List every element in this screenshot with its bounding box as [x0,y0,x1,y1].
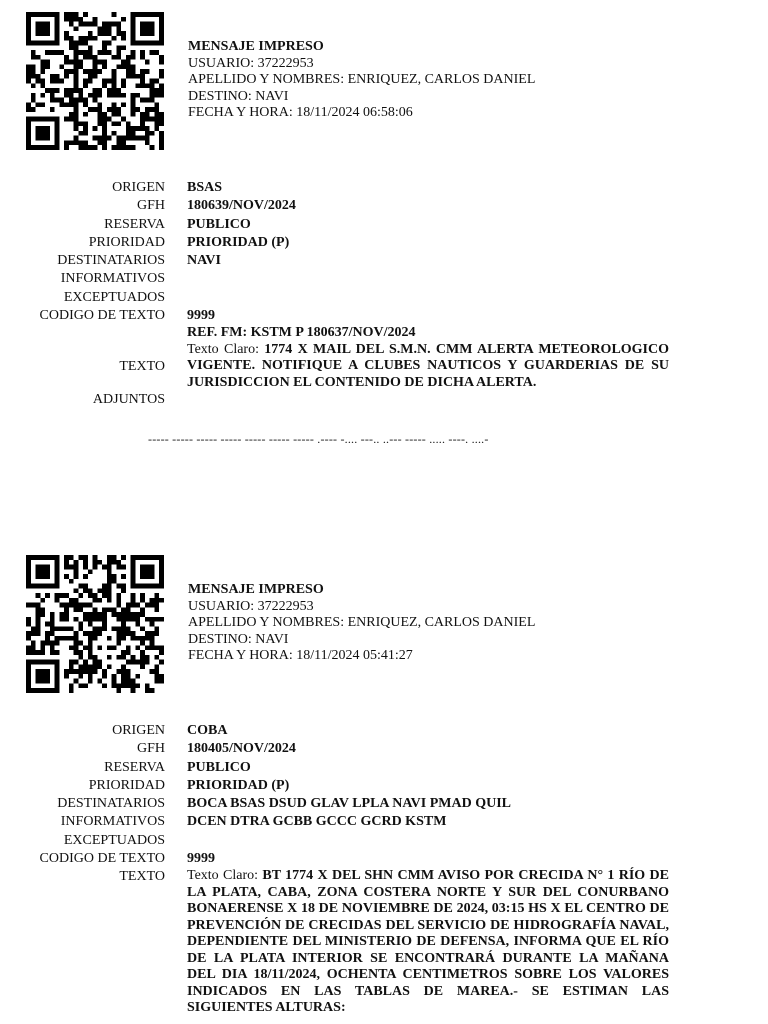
field-value: PUBLICO [187,216,251,232]
field-value [187,270,669,288]
field-label: INFORMATIVOS [60,814,165,830]
field-value: PRIORIDAD (P) [187,777,290,793]
field-origen [0,722,768,740]
field-prioridad [0,777,768,795]
header-apellido: APELLIDO Y NOMBRES: ENRIQUEZ, CARLOS DANIEL [188,615,536,630]
texto-label: TEXTO [119,359,165,375]
field-exceptuados [0,832,768,850]
header-fecha: FECHA Y HORA: 18/11/2024 06:58:06 [188,105,413,120]
header-destino: DESTINO: NAVI [188,631,289,647]
header-usuario: USUARIO: 37222953 [188,598,314,614]
qr-code-icon [26,12,164,150]
separator-code: ----- ----- ----- ----- ----- ----- ----- .---- -.... ---.. ..--- ----- ..... ----. ....- [148,432,489,446]
field-value [187,868,669,1017]
field-origen [0,179,768,197]
field-label: EXCEPTUADOS [63,832,165,848]
texto-prefix: Texto Claro: [187,341,259,357]
texto-ref: REF. FM: KSTM P 180637/NOV/2024 [187,325,416,341]
field-value: 9999 [187,308,215,324]
message-fields [0,179,768,410]
field-label: RESERVA [104,759,165,775]
field-value [187,832,669,850]
field-value: NAVI [187,253,221,269]
field-label: ORIGEN [112,180,165,195]
field-informativos [0,813,768,831]
field-label: GFH [136,741,165,757]
field-label: DESTINATARIOS [57,253,165,269]
field-label: PRIORIDAD [88,234,165,250]
field-value: BSAS [187,180,223,195]
field-value: 180405/NOV/2024 [187,741,296,757]
field-adjuntos [0,391,768,409]
field-label: TEXTO [119,869,165,885]
field-value: DCEN DTRA GCBB GCCC GCRD KSTM [187,814,447,830]
field-value: 9999 [187,851,215,867]
field-value: 180639/NOV/2024 [187,198,296,214]
field-label: PRIORIDAD [88,777,165,793]
header-title: MENSAJE IMPRESO [188,39,324,54]
field-value [187,391,669,409]
field-label: RESERVA [104,216,165,232]
field-label: INFORMATIVOS [60,271,165,287]
field-exceptuados [0,289,768,307]
field-texto [0,325,768,391]
header-usuario: USUARIO: 37222953 [188,55,314,71]
field-label: CODIGO DE TEXTO [39,308,165,324]
field-prioridad [0,234,768,252]
field-informativos [0,270,768,288]
field-texto [0,868,768,1017]
field-destinatarios [0,252,768,270]
message-header [188,582,535,665]
field-value [187,325,669,391]
field-value: PUBLICO [187,759,251,775]
field-gfh [0,197,768,215]
field-value [187,289,669,307]
field-label: ORIGEN [112,723,165,738]
qr-code-icon [26,555,164,693]
field-label: CODIGO DE TEXTO [39,851,165,867]
header-apellido: APELLIDO Y NOMBRES: ENRIQUEZ, CARLOS DANIEL [188,72,536,87]
header-fecha: FECHA Y HORA: 18/11/2024 05:41:27 [188,648,413,663]
field-codigo [0,307,768,325]
field-label: DESTINATARIOS [57,796,165,812]
field-label [0,325,187,391]
field-reserva [0,759,768,777]
message-fields [0,722,768,1017]
field-reserva [0,216,768,234]
field-label: EXCEPTUADOS [63,289,165,305]
header-destino: DESTINO: NAVI [188,88,289,104]
field-gfh [0,740,768,758]
field-label: ADJUNTOS [92,392,165,408]
field-label: GFH [136,198,165,214]
header-title: MENSAJE IMPRESO [188,582,324,597]
field-value: BOCA BSAS DSUD GLAV LPLA NAVI PMAD QUIL [187,796,512,812]
texto-prefix: Texto Claro: [187,868,259,884]
field-destinatarios [0,795,768,813]
field-codigo [0,850,768,868]
message-header [188,39,535,122]
texto-body: BT 1774 X DEL SHN CMM AVISO POR CRECIDA N° 1 RÍO DE LA PLATA, CABA, ZONA COSTERA NORTE Y SUR DEL CONURBANO BONAERENSE X 18 DE NOVIEMBRE DE 2024, 03:15 HS X EL CENTRO DE PREVENCIÓN DE CRECIDAS DEL SERVICIO DE HIDROGRAFÍA NAVAL, DEPENDIENTE DEL MINISTERIO DE DEFENSA, INFORMA QUE EL RÍO DE LA PLATA INTERIOR SE ENCONTRARÁ DURANTE LA MAÑANA DEL DIA 18/11/2024, OCHENTA CENTIMETROS SOBRE LOS VALORES INDICADOS EN LAS TABLAS DE MAREA.- SE ESTIMAN LAS SIGUIENTES ALTURAS: [187,868,669,1016]
texto-body: 1774 X MAIL DEL S.M.N. CMM ALERTA METEOROLOGICO VIGENTE. NOTIFIQUE A CLUBES NAUTICOS Y GUARDERIAS DE SU JURISDICCION EL CONTENIDO DE DICHA ALERTA. [187,341,670,390]
field-value: COBA [187,723,228,738]
field-value: PRIORIDAD (P) [187,234,290,250]
